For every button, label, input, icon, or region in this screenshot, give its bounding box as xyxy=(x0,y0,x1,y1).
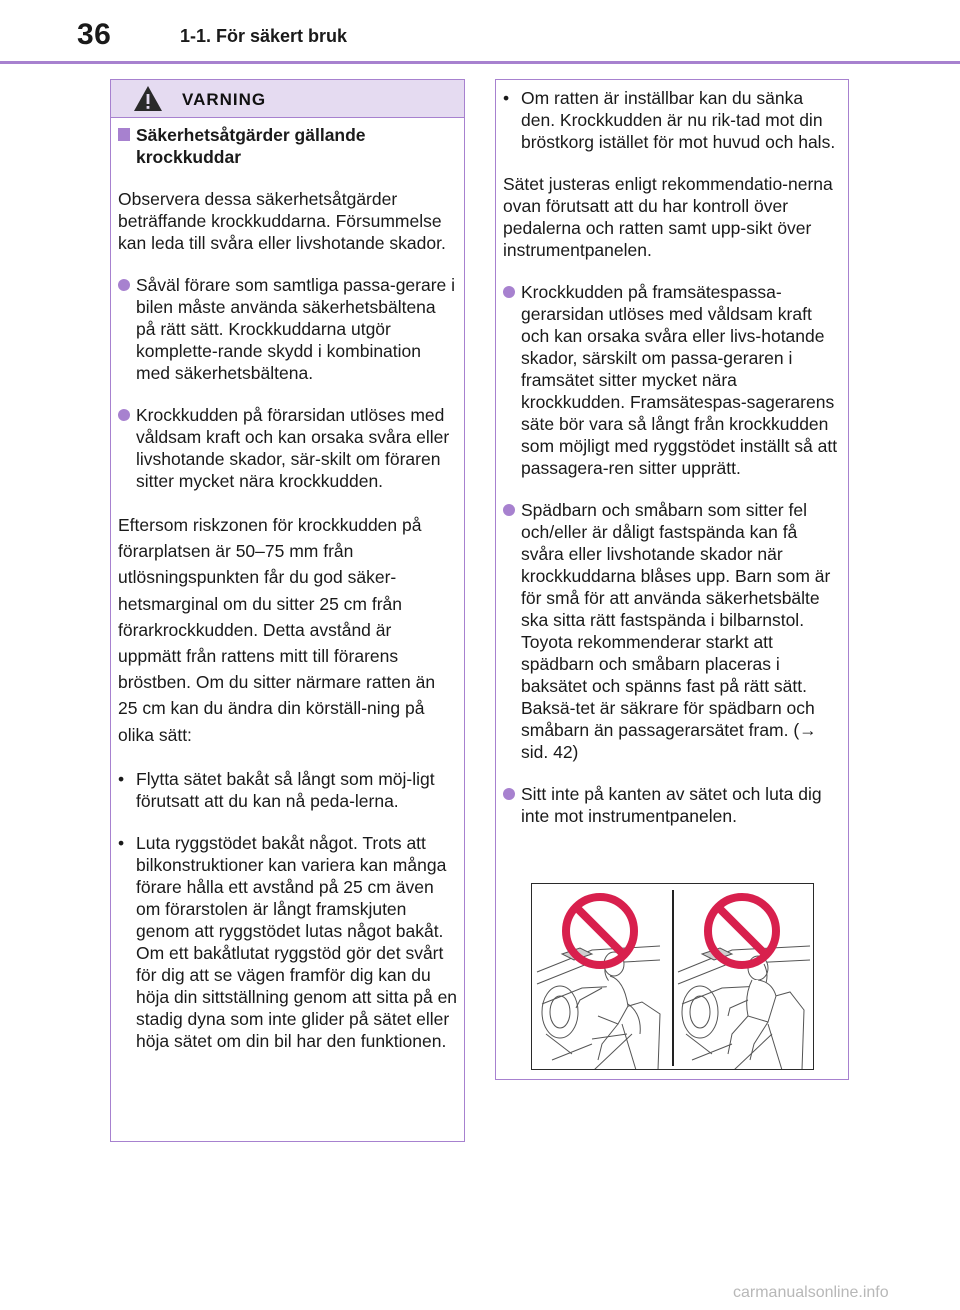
dash-bullet-icon: • xyxy=(503,88,510,108)
bullet-driver-airbag xyxy=(118,404,458,492)
dash-text: Flytta sätet bakåt så långt som möj-ligt förutsatt att du kan nå peda-lerna. xyxy=(136,768,435,811)
dash-text: Om ratten är inställbar kan du sänka den. Krockkudden är nu rik-tad mot din bröstkorg istället för mot huvud och hals. xyxy=(521,88,836,152)
bullet-children xyxy=(503,499,841,763)
warning-triangle-icon xyxy=(133,85,163,112)
warning-content xyxy=(118,124,458,1072)
dash-item-steering xyxy=(503,87,841,153)
illustration-svg xyxy=(532,884,814,1070)
bullet-text: Spädbarn och småbarn som sitter fel och/eller är dåligt fastspända kan få svåra eller livshotande skador när krockkuddarna blåses upp. Barn som är för små för att använda säkerhetsbälte ska sitta rätt fastspända i bilbarnstol. Toyota rekommenderar starkt att spädbarn och småbarn placeras i baksätet och spänns fast på rätt sätt. Baksä-tet är säkrare för spädbarn och småbarn än passagerarsätet fram. (→ sid. 42) xyxy=(521,500,831,762)
seat-adjust-paragraph: Sätet justeras enligt rekommendatio-nerna ovan förutsatt att du har kontroll över pedalerna och ratten samt upp-sikt över instrumentpanelen. xyxy=(503,174,833,260)
section-title: 1-1. För säkert bruk xyxy=(180,26,348,46)
circle-bullet-icon xyxy=(503,504,515,516)
dash-bullet-icon: • xyxy=(118,768,125,789)
prohibited-icon-right xyxy=(708,897,776,965)
square-bullet-icon xyxy=(118,128,130,141)
bullet-text: Krockkudden på framsätespassa-gerarsidan utlöses med våldsam kraft och kan orsaka svåra eller livs-hotande skador, särskilt om passa-geraren i framsätet sitter mycket nära krockkudden. Framsätespas-sagerarens säte bör vara så långt från krockkudden som möjligt med ryggstödet inställt så att passagera-ren sitter upprätt. xyxy=(521,282,838,478)
page-number: 36 xyxy=(77,18,112,51)
header-rule xyxy=(0,61,960,64)
footer-watermark: carmanualsonline.info xyxy=(733,1284,889,1301)
dash-item-recline xyxy=(118,832,458,1052)
bullet-text: Krockkudden på förarsidan utlöses med våldsam kraft och kan orsaka svåra eller livshotande skador, sär-skilt om föraren sitter mycket nära krockkudden. xyxy=(136,405,450,491)
dash-text: Luta ryggstödet bakåt något. Trots att bilkonstruktioner kan variera kan många förare hålla ett avstånd på 25 cm även om förarstolen är långt framskjuten genom att ryggstödet lutas något bakåt. Om ett bakåtlutat ryggstöd gör det svårt för dig att se vägen framför dig kan du höja din sittställning genom att sitta på en stadig dyna som inte glider på sätet eller höja sätet om din bil har den funktionen. xyxy=(136,832,458,1051)
page-header xyxy=(0,0,960,64)
warning-continued-content xyxy=(503,87,841,847)
bullet-seatbelts xyxy=(118,274,458,384)
dash-item-move-seat xyxy=(118,768,458,812)
dash-bullet-icon: • xyxy=(118,832,125,853)
intro-paragraph: Observera dessa säkerhetsåtgärder beträffande krockkuddarna. Försummelse kan leda till svåra eller livshotande skador. xyxy=(118,189,446,253)
risk-zone-paragraph: Eftersom riskzonen för krockkudden på förarplatsen är 50–75 mm från utlösningspunkten får du god säker-hetsmarginal om du sitter 25 cm från förarkrockkudden. Detta avstånd är uppmätt från rattens mitt till förarens bröstben. Om du sitter närmare ratten än 25 cm kan du ändra din körställ-ning på olika sätt: xyxy=(118,515,436,745)
bullet-passenger-airbag xyxy=(503,281,841,479)
circle-bullet-icon xyxy=(118,279,130,291)
bullet-text: Såväl förare som samtliga passa-gerare i bilen måste använda säkerhetsbältena på rätt sätt. Krockkuddarna utgör komplette-rande skydd i kombination med säkerhetsbältena. xyxy=(136,275,456,383)
warning-header xyxy=(111,80,464,118)
bullet-seat-edge xyxy=(503,783,841,827)
bullet-text: Sitt inte på kanten av sätet och luta dig inte mot instrumentpanelen. xyxy=(521,784,822,826)
warning-title: VARNING xyxy=(182,90,267,109)
circle-bullet-icon xyxy=(503,788,515,800)
circle-bullet-icon xyxy=(118,409,130,421)
wrong-posture-illustration xyxy=(531,883,814,1070)
subheading-text: Säkerhetsåtgärder gällande krockkuddar xyxy=(136,125,366,167)
prohibited-icon-left xyxy=(566,897,634,965)
warning-subheading xyxy=(118,124,458,168)
circle-bullet-icon xyxy=(503,286,515,298)
